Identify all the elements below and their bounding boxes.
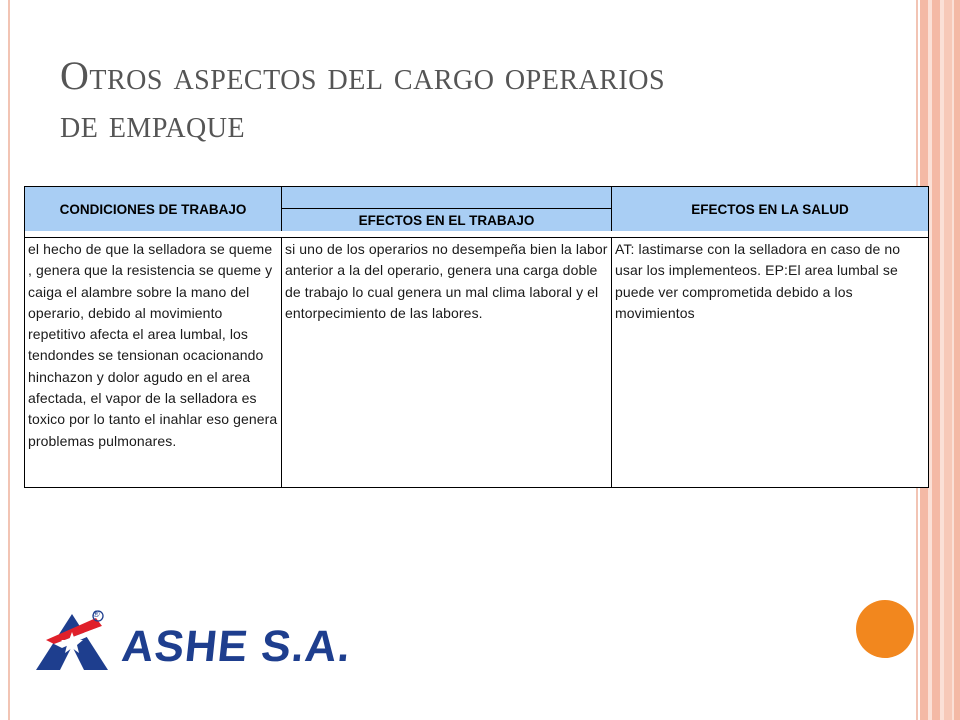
work-conditions-table <box>24 186 929 488</box>
slide-title-line-2: de empaque <box>60 101 246 146</box>
company-logo-text: ASHE S.A. <box>119 622 354 671</box>
slide-title <box>60 52 880 148</box>
header-efectos-en-el-trabajo <box>281 208 612 232</box>
slide-title-line-1: Otros aspectos del cargo operarios <box>60 53 666 98</box>
registered-mark: ® <box>93 609 100 619</box>
header-label: CONDICIONES DE TRABAJO <box>59 201 247 217</box>
table-cell-condiciones: el hecho de que la selladora se queme , genera que la resistencia se queme y caiga el alambre sobre la mano del operario, debido al movimiento repetitivo afecta el area lumbal, los tendondes se tensionan ocacionando hinchazon y dolor agudo en el area afectada, el vapor de la selladora es toxico por lo tanto el inahlar eso genera problemas pulmonares. <box>24 237 282 488</box>
header-efectos-en-la-salud <box>611 186 929 232</box>
header-label: EFECTOS EN EL TRABAJO <box>358 212 535 228</box>
table-cell-efectos-trabajo: si uno de los operarios no desempeña bien la labor anterior a la del operario, genera una carga doble de trabajo lo cual genera un mal clima laboral y el entorpecimiento de las labores. <box>281 237 612 488</box>
table-cell-efectos-salud: AT: lastimarse con la selladora en caso de no usar los implementeos. EP:El area lumbal se puede ver comprometida debido a los movimientos <box>611 237 929 488</box>
slide-left-border <box>8 0 10 720</box>
header-label: EFECTOS EN LA SALUD <box>691 201 849 217</box>
header-condiciones-de-trabajo <box>24 186 282 232</box>
orange-accent-circle <box>856 600 914 658</box>
header-efectos-top-blank <box>281 186 612 209</box>
